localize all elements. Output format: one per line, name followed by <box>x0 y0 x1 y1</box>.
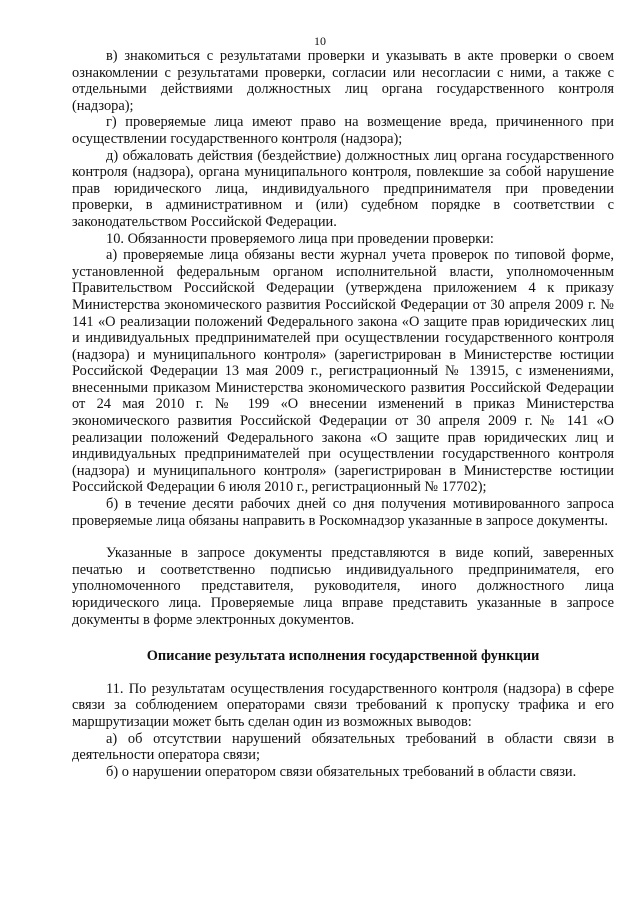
paragraph-result-violation: б) о нарушении оператором связи обязательных требований в области связи. <box>106 763 577 780</box>
paragraph-right-compensation: г) проверяемые лица имеют право на возмещение вреда, причиненного при осуществлении государственного контроля (надзора); <box>72 114 614 147</box>
paragraph-result-no-violation: а) об отсутствии нарушений обязательных требований в области связи в деятельности оператора связи; <box>72 730 614 764</box>
paragraph-right-acquaint: в) знакомиться с результатами проверки и указывать в акте проверки о своем ознакомлении с результатами проверки, согласии или несогласии с ними, а также с отдельными действиями должностных лиц органа государственного контроля (надзора); <box>72 48 614 114</box>
section-title: Описание результата исполнения государственной функции <box>146 648 540 665</box>
document-body <box>72 48 614 780</box>
paragraph-result-intro: 11. По результатам осуществления государственного контроля (надзора) в сфере связи за соблюдением операторами связи требований к пропуску трафика и его маршрутизации может быть сделан один из возможных выводов: <box>72 680 614 730</box>
paragraph-right-appeal: д) обжаловать действия (бездействие) должностных лиц органа государственного контроля (надзора), органа муниципального контроля, повлекшие за собой нарушение прав юридического лица, индивидуального предпринимателя при проведении проверки, в административном и (или) судебном порядке в соответствии с законодательством Российской Федерации. <box>72 147 614 230</box>
paragraph-obligation-documents: б) в течение десяти рабочих дней со дня получения мотивированного запроса проверяемые лица обязаны направить в Роскомнадзор указанные в запросе документы. <box>72 496 614 529</box>
paragraph-obligation-journal: а) проверяемые лица обязаны вести журнал учета проверок по типовой форме, установленной федеральным органом исполнительной власти, уполномоченным Правительством Российской Федерации (утверждена приложением 4 к приказу Министерства экономического развития Российской Федерации от 30 апреля 2009 г. № 141 «О реализации положений Федерального закона «О защите прав юридических лиц и индивидуальных предпринимателей при осуществлении государственного контроля (надзора) и муниципального контроля» (зарегистрирован в Министерстве юстиции Российской Федерации 13 мая 2009 г., регистрационный № 13915, с изменениями, внесенными приказом Министерства экономического развития Российской Федерации от 24 мая 2010 г. № 199 «О внесении изменений в приказ Министерства экономического развития Российской Федерации от 30 апреля 2009 г. № 141 «О реализации положений Федерального закона «О защите прав юридических лиц и индивидуальных предпринимателей при осуществлении государственного контроля (надзора) и муниципального контроля» (зарегистрирован в Министерстве юстиции Российской Федерации 6 июля 2010 г., регистрационный № 17702); <box>72 247 614 496</box>
paragraph-documents-form: Указанные в запросе документы представляются в виде копий, заверенных печатью и соответственно подписью индивидуального предпринимателя, его уполномоченного представителя, руководителя, иного должностного лица юридического лица. Проверяемые лица вправе представить указанные в запросе документы в форме электронных документов. <box>72 545 614 628</box>
obligations-heading: 10. Обязанности проверяемого лица при проведении проверки: <box>106 230 494 247</box>
page-number: 10 <box>314 34 326 48</box>
